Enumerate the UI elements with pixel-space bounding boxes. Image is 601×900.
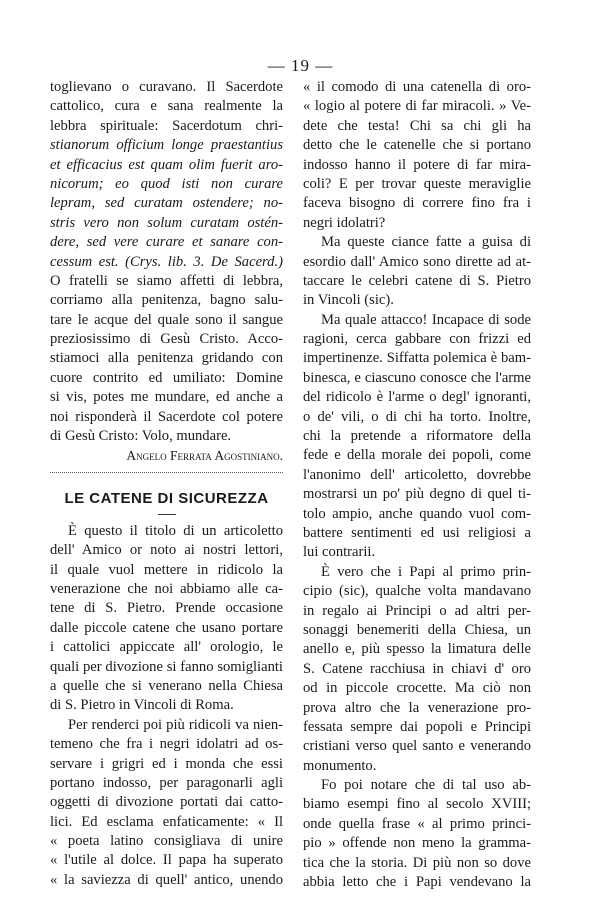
- text-line: negri idolatri?: [303, 214, 386, 231]
- text-line: detto che le catenelle che si portano: [303, 137, 531, 154]
- text-line: « l'utile al dolce. Il papa ha superato: [50, 852, 283, 869]
- text-line: cuore contrito ed umiliato: Domine: [50, 369, 283, 386]
- section-title: LE CATENE DI SICUREZZA: [64, 489, 269, 507]
- text-line: fessata sempre dai popoli e Principi: [303, 718, 531, 735]
- text-line: coli? E per trovar queste meraviglie: [303, 175, 531, 192]
- text-line: si vis, potes me mundare, ed anche a: [50, 389, 283, 406]
- text-line: cipio (sic), qualche volta mandavano: [303, 583, 531, 600]
- text-line: ragioni, cerca gabbare con frizzi ed: [303, 331, 531, 348]
- text-line: stiamoci alla penitenza gridando con: [50, 350, 283, 367]
- text-line: chi la pretende a riformatore della: [303, 428, 531, 445]
- text-line: lepram, sed curatam ostendere; no-: [50, 195, 283, 212]
- text-line: toglievano o curavano. Il Sacerdote: [50, 79, 283, 95]
- text-line: lebbra spirituale: Sacerdotum chri-: [50, 117, 283, 134]
- text-line: stris vero non solum curatam ostén-: [50, 214, 283, 231]
- text-line: cessum est. (Crys. lib. 3. De Sacerd.): [50, 253, 283, 270]
- text-line: Fo poi notare che di tal uso ab-: [321, 777, 531, 794]
- text-line: il quale vuol mettere in ridicolo la: [50, 561, 283, 578]
- text-line: di S. Pietro in Vincoli di Roma.: [50, 697, 234, 714]
- text-line: di Gesù Cristo: Volo, mundare.: [50, 428, 232, 445]
- text-line: quali per divozione si fanno somiglianti: [50, 658, 283, 675]
- text-line: oggetti di divozione portati dai catto-: [50, 794, 283, 811]
- text-line: dalle piccole catene che usano portare: [50, 619, 283, 636]
- text-line: È questo il titolo di un articoletto: [68, 522, 283, 539]
- text-line: anello e, più spesso la limatura delle: [303, 641, 531, 658]
- text-line: del ridicolo è l'arme o degl' ignoranti,: [303, 389, 531, 406]
- text-line: od in piccole crocette. Ma ciò non: [303, 680, 531, 697]
- text-line: fede e della morale dei popoli, come: [303, 447, 531, 464]
- text-line: « la saviezza di quell' antico, unendo: [50, 871, 283, 888]
- text-line: pio » offende non meno la gramma-: [303, 835, 531, 852]
- text-line: faceva bisogno di correre fino fra i: [303, 195, 531, 212]
- text-line: impertinenze. Siffatta polemica è bam-: [303, 350, 531, 367]
- text-line: servare i grigri ed i monda che essi: [50, 755, 283, 772]
- text-line: stianorum officium longe praestantius: [50, 137, 283, 154]
- text-line: mostrarsi un po' più degno di quel ti-: [303, 486, 531, 503]
- text-line: lui contrarii.: [303, 544, 376, 561]
- text-line: lici. Ed esclama enfaticamente: « Il: [50, 813, 283, 830]
- text-line: noi risponderà il Sacerdote col potere: [50, 408, 283, 425]
- text-line: indosso hanno il potere di far mira-: [303, 156, 531, 173]
- title-rule: [158, 514, 176, 515]
- text-line: S. Catene racchiusa in chiavi d' oro: [303, 660, 531, 677]
- text-line: in regalo ai Principi o ad altri per-: [303, 602, 531, 619]
- text-line: binesca, e ciascuno conosce che l'arme: [303, 369, 531, 386]
- text-line: preziosissimo di Gesù Cristo. Acco-: [50, 331, 283, 348]
- text-line: « logio al potere di far miracoli. » Ve-: [303, 98, 531, 115]
- text-line: « il comodo di una catenella di oro-: [303, 79, 531, 95]
- section-divider: [50, 472, 283, 487]
- text-line: abbia letto che i Papi vendevano la: [303, 874, 531, 891]
- text-line: portano indosso, per paragonarli agli: [50, 774, 283, 791]
- text-line: cristiani verso quel santo e venerando: [303, 738, 531, 755]
- text-line: a quelle che si venerano nella Chiesa: [50, 677, 283, 694]
- text-line: Ma queste ciance fatte a guisa di: [321, 234, 531, 251]
- signature: Angelo Ferrata Agostiniano.: [126, 448, 283, 464]
- text-line: È vero che i Papi al primo prin-: [321, 563, 531, 580]
- text-line: taccare le celebri catene di S. Pietro: [303, 272, 531, 289]
- text-line: Per renderci poi più ridicoli va nien-: [68, 716, 283, 733]
- right-column-text: [303, 78, 531, 892]
- text-line: l'anonimo dell' articoletto, dovrebbe: [303, 466, 531, 483]
- page-number: — 19 —: [267, 56, 334, 75]
- text-line: tica che la storia. Di più non so dove: [303, 854, 531, 871]
- text-line: prova altro che la venerazione pro-: [303, 699, 531, 716]
- text-line: tare le acque del quale sono il sangue: [50, 311, 283, 328]
- text-line: venerazione che noi abbiamo alle ca-: [50, 580, 283, 597]
- text-line: o de' vili, o di chi ha torto. Inoltre,: [303, 408, 531, 425]
- text-line: battere sentimenti ed usi religiosi a: [303, 524, 531, 541]
- text-line: et efficacius est quam olim fuerit aro-: [50, 156, 283, 173]
- left-column: [50, 78, 283, 890]
- text-line: monumento.: [303, 757, 377, 774]
- text-line: dell' Amico or noto ai nostri lettori,: [50, 542, 283, 559]
- text-line: dere, sed vere curare et sanare con-: [50, 234, 283, 251]
- text-line: sonaggi benemeriti della Chiesa, un: [303, 621, 531, 638]
- right-column: [303, 78, 531, 892]
- text-line: dete che testa! Chi sa chi gli ha: [303, 117, 531, 134]
- text-line: O fratelli se siamo affetti di lebbra,: [50, 272, 283, 289]
- text-line: corriamo alla penitenza, bagno salu-: [50, 292, 283, 309]
- text-line: onde quella frase « al primo princi-: [303, 815, 531, 832]
- text-line: biamo esempi fino al secolo XVIII;: [303, 796, 531, 813]
- text-line: cattolico, cura e sana realmente la: [50, 98, 283, 115]
- text-line: esordio dall' Amico sono dirette ad at-: [303, 253, 531, 270]
- text-line: i cattolici appiccate all' orologio, le: [50, 639, 283, 656]
- text-line: tolo ampio, anche quando vuol com-: [303, 505, 531, 522]
- text-line: tene di S. Pietro. Prende occasione: [50, 600, 283, 617]
- left-column-text-part1: [50, 78, 283, 446]
- text-line: Ma quale attacco! Incapace di sode: [321, 311, 531, 328]
- left-column-text-part2: [50, 522, 283, 890]
- text-line: nicorum; eo quod isti non curare: [50, 175, 283, 192]
- text-line: temeno che fra i negri idolatri ad os-: [50, 736, 283, 753]
- text-line: « poeta latino consigliava di unire: [50, 833, 283, 850]
- text-line: in Vincoli (sic).: [303, 292, 394, 309]
